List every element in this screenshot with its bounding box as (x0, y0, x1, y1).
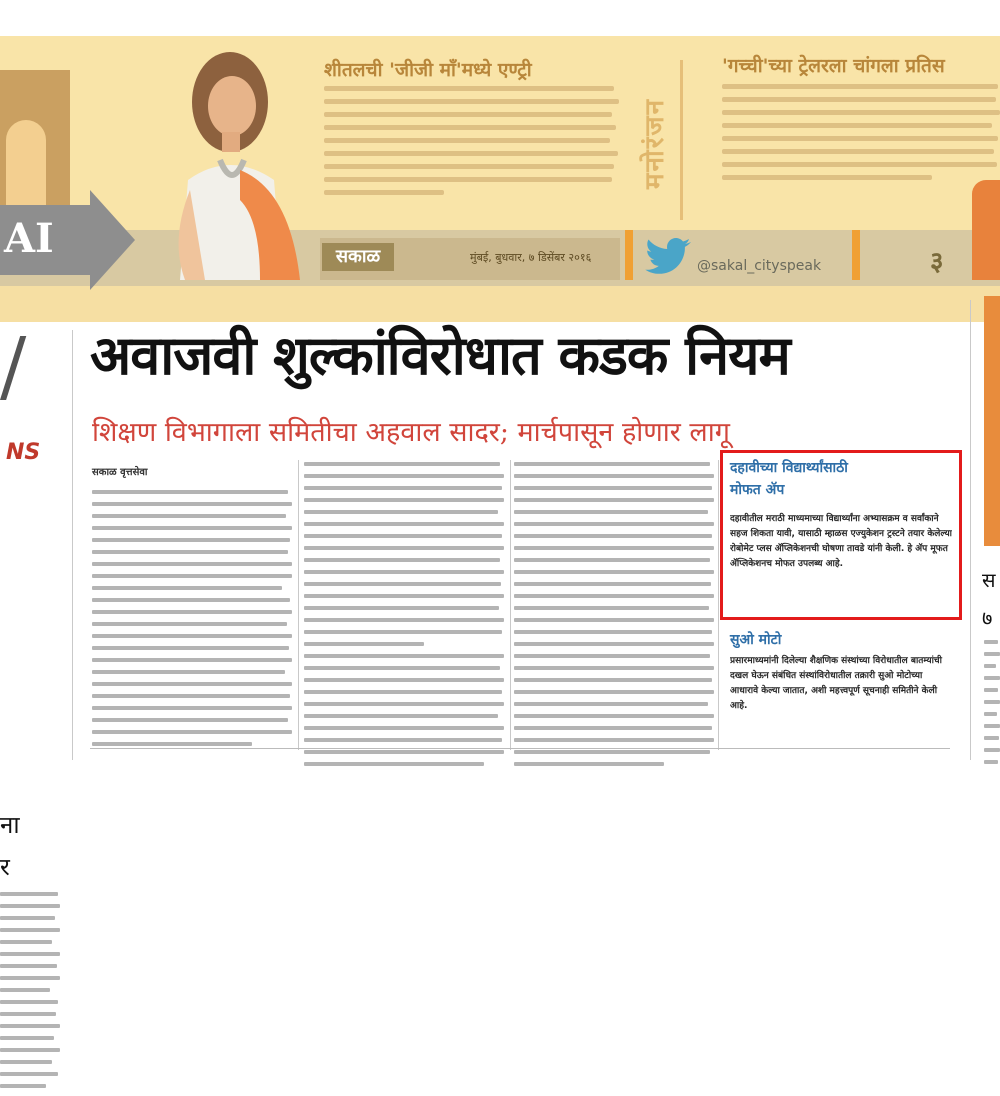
sidebar-body: दहावीतील मराठी माध्यमाच्या विद्यार्थ्यांना अभ्यासक्रम व सर्वांकाने सहज शिकता यावी, यासाठी म्हाळस एज्युकेशन ट्रस्टने तयार केलेल्या रोबोमेट प्लस ॲप्लिकेशनची घोषणा तावडे यांनी केली. हे ॲप मूफत ॲप्लिकेशनच मोफत उपलब्ध आहे. (730, 514, 952, 569)
left-headline-2: र (0, 853, 10, 881)
sidebar-title-line2: मोफत ॲप (730, 482, 785, 498)
column-rule (718, 460, 719, 750)
column-rule (970, 300, 971, 760)
bottom-rule (90, 748, 950, 749)
left-column-text (0, 892, 62, 1096)
story1-title: शीतलची 'जीजी माँ'मध्ये एण्ट्री (324, 59, 532, 81)
sidebar-title-line1: दहावीच्या विद्यार्थ्यांसाठी (730, 460, 848, 476)
right-edge-photo (984, 296, 1000, 546)
article-byline: सकाळ वृत्तसेवा (92, 467, 148, 478)
right-edge-headline: स (982, 568, 996, 592)
newspaper-logo: सकाळ (322, 243, 394, 271)
twitter-handle: @sakal_cityspeak (697, 258, 822, 274)
city-arrow-head (90, 190, 135, 290)
orange-divider-left (625, 230, 633, 280)
right-edge-text (984, 640, 1000, 772)
page-number: ३ (930, 247, 944, 277)
left-headline-1: ना (0, 811, 20, 839)
article-column-1 (92, 490, 292, 754)
right-edge-headline-2: ७ (982, 606, 993, 630)
column-rule (510, 460, 511, 750)
dateline: मुंबई, बुधवार, ७ डिसेंबर २०१६ (470, 251, 592, 264)
article-column-2 (304, 462, 504, 774)
story2-text (722, 84, 1000, 188)
decorative-slash: / (0, 322, 27, 412)
article-headline: अवाजवी शुल्कांविरोधात कडक नियम (90, 323, 790, 387)
right-portrait-edge (972, 180, 1000, 280)
sidebar-second-body: प्रसारमाध्यमांनी दिलेल्या शैक्षणिक संस्थांच्या विरोधातील बातम्यांची दखल घेऊन संबंधित संस्थांविरोधातील तक्रारी सुओ मोटोच्या आधारावे केल्या जातात, अशी महत्त्वपूर्ण सूचनाही समितीने केली आहे. (730, 656, 942, 711)
story1-text (324, 86, 624, 203)
sidebar-second-title: सुओ मोटो (730, 632, 782, 648)
actress-photo (150, 40, 310, 280)
masthead-fragment: NS (6, 440, 41, 465)
orange-divider-right (852, 230, 860, 280)
section-divider (680, 60, 683, 220)
story2-title: 'गच्ची'च्या ट्रेलरला चांगला प्रतिस (722, 55, 945, 77)
column-rule (72, 330, 73, 760)
gateway-arch (6, 120, 46, 210)
twitter-bird-icon (643, 236, 693, 276)
city-name-fragment: AI (4, 215, 54, 262)
article-column-3 (514, 462, 714, 774)
left-column-fragment (0, 322, 70, 881)
column-rule (298, 460, 299, 750)
section-label: मनोरंजन (640, 97, 670, 189)
article-subheadline: शिक्षण विभागाला समितीचा अहवाल सादर; मार्चपासून होणार लागू (92, 417, 730, 448)
